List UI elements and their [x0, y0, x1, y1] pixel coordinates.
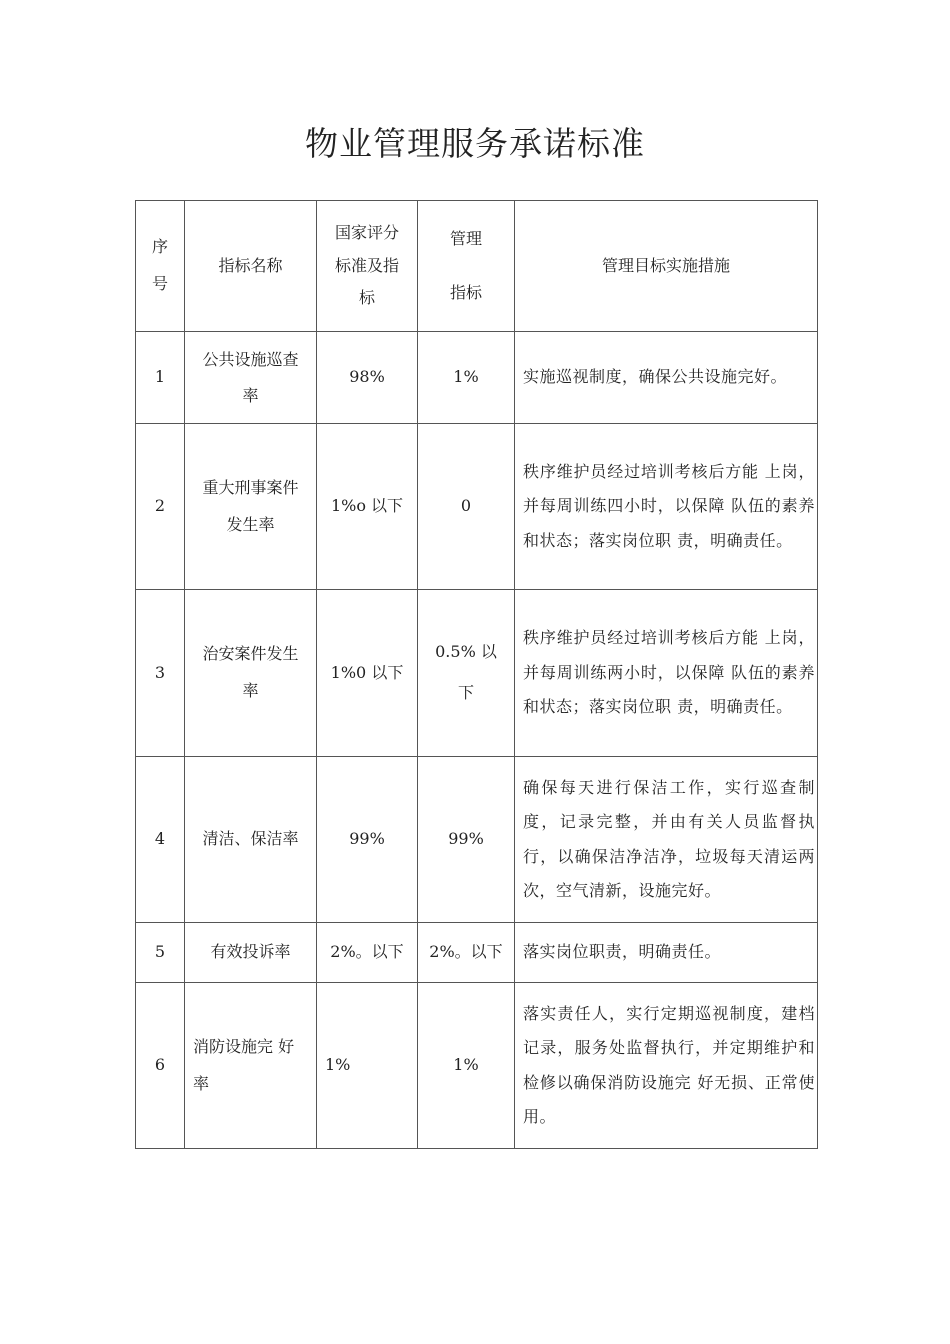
row-indicator-name: 公共设施巡查率 [185, 332, 317, 424]
row-management-indicator: 0.5% 以下 [418, 590, 515, 757]
row-national-standard: 1%0 以下 [317, 590, 418, 757]
row-index: 4 [136, 757, 185, 923]
row-index: 3 [136, 590, 185, 757]
row-management-indicator: 99% [418, 757, 515, 923]
header-measures: 管理目标实施措施 [515, 201, 818, 332]
table-row [136, 424, 818, 590]
row-indicator-name: 有效投诉率 [185, 923, 317, 983]
row-index: 6 [136, 983, 185, 1149]
row-measures: 落实责任人，实行定期巡视制度，建档记录，服务处监督执行，并定期维护和检修以确保消防设施完 好无损、正常使用。 [515, 983, 818, 1149]
header-indicator-name: 指标名称 [185, 201, 317, 332]
row-indicator-name: 清洁、保洁率 [185, 757, 317, 923]
table-row [136, 590, 818, 757]
table-row [136, 923, 818, 983]
row-index: 2 [136, 424, 185, 590]
row-index: 5 [136, 923, 185, 983]
row-national-standard: 1%o 以下 [317, 424, 418, 590]
row-indicator-name: 消防设施完 好率 [185, 983, 317, 1149]
page-title: 物业管理服务承诺标准 [305, 124, 645, 163]
row-measures: 确保每天进行保洁工作，实行巡查制度，记录完整，并由有关人员监督执行，以确保洁净洁净，垃圾每天清运两次，空气清新，设施完好。 [515, 757, 818, 923]
row-management-indicator: 0 [418, 424, 515, 590]
row-measures: 落实岗位职责，明确责任。 [515, 923, 818, 983]
row-national-standard: 2%。以下 [317, 923, 418, 983]
table-row [136, 757, 818, 923]
table-header-row [136, 201, 818, 332]
row-management-indicator: 1% [418, 332, 515, 424]
row-management-indicator: 1% [418, 983, 515, 1149]
row-national-standard: 1% [317, 983, 418, 1149]
table-row [136, 983, 818, 1149]
row-measures: 实施巡视制度，确保公共设施完好。 [515, 332, 818, 424]
service-standard-table [135, 200, 818, 1149]
header-national-standard: 国家评分标准及指标 [317, 201, 418, 332]
table-row [136, 332, 818, 424]
row-indicator-name: 重大刑事案件发生率 [185, 424, 317, 590]
row-national-standard: 99% [317, 757, 418, 923]
row-measures: 秩序维护员经过培训考核后方能 上岗，并每周训练两小时，以保障 队伍的素养和状态；落实岗位职 责，明确责任。 [515, 590, 818, 757]
header-index: 序号 [136, 201, 185, 332]
header-management-indicator: 管理指标 [418, 201, 515, 332]
row-management-indicator: 2%。以下 [418, 923, 515, 983]
row-national-standard: 98% [317, 332, 418, 424]
row-index: 1 [136, 332, 185, 424]
row-indicator-name: 治安案件发生率 [185, 590, 317, 757]
row-measures: 秩序维护员经过培训考核后方能 上岗，并每周训练四小时，以保障 队伍的素养和状态；落实岗位职 责，明确责任。 [515, 424, 818, 590]
